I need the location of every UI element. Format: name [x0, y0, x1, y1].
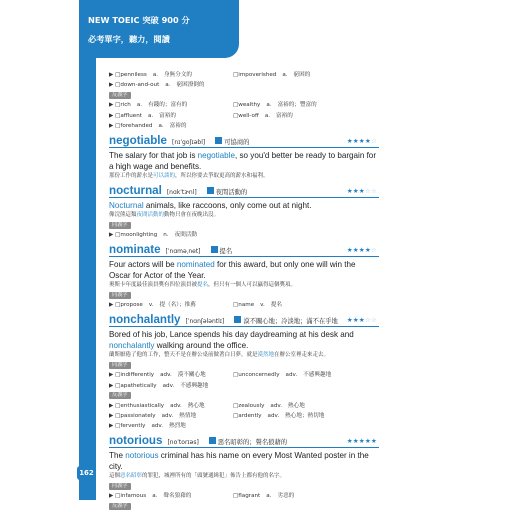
- synonym-row: [109, 401, 379, 411]
- headword: nocturnal: [109, 184, 162, 198]
- headword-meaning: 夜間活動的: [215, 189, 248, 197]
- meaning-marker: [215, 137, 222, 144]
- synonym-word: ▶ □infamous: [109, 493, 147, 500]
- example-chinese-text: 的罪犯，城裡所有的「頭號通緝犯」佈告上都有他的名字。: [142, 473, 286, 480]
- synonym-row: [109, 411, 379, 421]
- synonym-cell: [233, 370, 331, 380]
- example-chinese-text: ，所以你要去爭取更高的薪水和福利。: [175, 173, 269, 180]
- synonym-row: [109, 230, 379, 240]
- part-of-speech: adv.: [285, 372, 298, 379]
- part-of-speech: adv.: [270, 402, 283, 409]
- synonym-word: ▶ □fervently: [109, 423, 146, 430]
- star-filled-icon: ★: [364, 437, 371, 446]
- star-empty-icon: ☆: [364, 316, 371, 325]
- synonym-word: □well-off: [233, 112, 259, 119]
- part-of-speech: a.: [152, 493, 158, 500]
- example-chinese: [109, 351, 379, 360]
- synonym-word: ▶ □down-and-out: [109, 82, 160, 89]
- group-badge: 同義字: [109, 483, 131, 490]
- synonym-definition: 有錢的；富有的: [148, 102, 188, 109]
- antonym-badge: 反義字: [109, 92, 131, 99]
- part-of-speech: adv.: [162, 382, 175, 389]
- vocab-entry: [109, 243, 379, 310]
- importance-stars: [347, 137, 377, 145]
- pronunciation: [noˈtorɪəs]: [167, 439, 199, 447]
- synonym-definition: 身無分文的: [164, 72, 193, 78]
- synonym-cell: [109, 121, 233, 131]
- synonym-row: [109, 121, 379, 131]
- pronunciation: [nɪˈgoʃɪəbl]: [171, 139, 206, 147]
- synonym-cell: [109, 381, 233, 391]
- example-english-text: The: [109, 451, 126, 461]
- synonym-definition: 不感興趣地: [303, 372, 332, 379]
- example-english: [109, 329, 379, 351]
- page-number: 162: [77, 466, 96, 480]
- group-badge: 同義字: [109, 292, 131, 299]
- group-badge: 同義字: [109, 362, 131, 369]
- vocab-entry: [109, 434, 379, 511]
- pronunciation: [ˈnɑnʃələntlɪ]: [185, 318, 225, 326]
- importance-stars: [347, 246, 377, 254]
- highlighted-word: negotiable: [197, 151, 235, 161]
- example-chinese-text: 像浣熊這類: [109, 212, 137, 219]
- synonym-row: [109, 80, 379, 90]
- star-filled-icon: ★: [352, 437, 359, 446]
- meaning-marker: [211, 246, 218, 253]
- antonym-label: [109, 90, 379, 100]
- synonym-word: ▶ □penniless: [109, 72, 147, 78]
- vocab-entry: [109, 313, 379, 431]
- headword-meaning: 惡名昭彰的；聲名狼藉的: [217, 439, 288, 447]
- part-of-speech: a.: [282, 72, 288, 78]
- example-english-text: walking around the office.: [154, 341, 249, 351]
- synonym-word: ▶ □passionately: [109, 413, 156, 420]
- synonym-word: ▶ □enthusiastically: [109, 402, 165, 409]
- part-of-speech: a.: [266, 493, 272, 500]
- example-english: [109, 259, 379, 281]
- synonym-word: □wealthy: [233, 102, 261, 109]
- pronunciation: [nɑkˈtɝnl]: [166, 189, 197, 197]
- synonym-word: □ardently: [233, 413, 262, 420]
- star-filled-icon: ★: [352, 316, 359, 325]
- importance-stars: [347, 437, 377, 445]
- synonym-row: [109, 370, 379, 380]
- part-of-speech: adv.: [151, 423, 164, 430]
- example-english: [109, 200, 379, 211]
- synonym-cell: [233, 111, 293, 121]
- synonym-word: ▶ □rich: [109, 102, 131, 109]
- example-chinese: [109, 211, 379, 220]
- example-chinese: [109, 172, 379, 181]
- synonym-row: [109, 491, 379, 501]
- star-filled-icon: ★: [352, 246, 359, 255]
- importance-stars: [347, 316, 377, 324]
- part-of-speech: a.: [264, 112, 271, 119]
- synonym-row: [109, 100, 379, 110]
- synonym-definition: 富裕的: [159, 112, 176, 119]
- highlighted-word: notorious: [125, 451, 159, 461]
- synonym-cell: [109, 401, 233, 411]
- synonym-cell: [109, 300, 233, 310]
- word-group-label: [109, 391, 379, 401]
- synonym-definition: 提名: [270, 302, 283, 309]
- synonym-definition: 夜間活動: [174, 232, 197, 239]
- synonym-definition: 熱情地: [179, 413, 197, 420]
- synonym-word: □name: [233, 302, 255, 309]
- part-of-speech: a.: [136, 102, 143, 109]
- headword: nonchalantly: [109, 313, 181, 327]
- highlighted-word: 提名: [197, 282, 209, 289]
- synonym-definition: 富裕的: [169, 122, 187, 129]
- synonym-row: [109, 381, 379, 391]
- meaning-marker: [234, 316, 241, 323]
- star-filled-icon: ★: [346, 437, 353, 446]
- header-subtitle: 必考單字，聽力，閱讀: [88, 34, 170, 44]
- synonym-definition: 富裕的: [276, 112, 293, 119]
- star-filled-icon: ★: [364, 246, 371, 255]
- synonym-word: □unconcernedly: [233, 372, 280, 379]
- star-filled-icon: ★: [358, 187, 365, 196]
- star-empty-icon: ☆: [370, 316, 377, 325]
- example-english: [109, 150, 379, 172]
- example-english-text: Bored of his job, Lance spends his day daydreaming at his desk and: [109, 330, 354, 340]
- synonym-cell: [109, 421, 233, 431]
- star-filled-icon: ★: [364, 137, 371, 146]
- example-english: [109, 450, 379, 472]
- synonym-definition: 聲名狼藉的: [163, 493, 192, 500]
- part-of-speech: n.: [163, 232, 169, 239]
- highlighted-word: 夜間活動的: [136, 212, 165, 219]
- part-of-speech: adv.: [170, 402, 182, 409]
- header-title: NEW TOEIC 突破 900 分: [88, 15, 190, 25]
- entry-heading: [109, 243, 379, 257]
- star-empty-icon: ☆: [370, 187, 377, 196]
- synonym-cell: [233, 491, 294, 501]
- star-filled-icon: ★: [370, 437, 377, 446]
- example-chinese-text: 那份工作的薪水是: [109, 173, 154, 180]
- synonym-cell: [109, 491, 233, 501]
- synonym-word: ▶ □forehanded: [109, 122, 153, 129]
- synonym-cell: [233, 411, 324, 421]
- synonym-cell: [233, 300, 282, 310]
- synonym-definition: 窮困的: [293, 72, 311, 78]
- section-header: [79, 0, 239, 58]
- synonym-cell: [109, 100, 233, 110]
- example-chinese-text: 動物只會在夜晚出沒。: [164, 212, 220, 219]
- group-badge: 同義字: [109, 222, 131, 229]
- example-english-text: The salary for that job is: [109, 151, 198, 161]
- synonym-word: ▶ □propose: [109, 302, 143, 309]
- synonym-definition: 提（名）；推薦: [159, 302, 196, 309]
- star-filled-icon: ★: [352, 187, 359, 196]
- highlighted-word: 可以談的: [153, 173, 176, 180]
- highlighted-word: nominated: [176, 260, 215, 270]
- synonym-definition: 熱心地: [288, 402, 305, 409]
- star-filled-icon: ★: [346, 187, 353, 196]
- synonym-cell: [233, 100, 317, 110]
- synonym-row: [109, 70, 379, 80]
- vocab-entry: [109, 184, 379, 240]
- part-of-speech: a.: [147, 112, 154, 119]
- star-filled-icon: ★: [358, 137, 365, 146]
- synonym-row: [109, 111, 379, 121]
- example-chinese-text: 奧斯卡年度最佳演員獎有四位演員被: [109, 282, 198, 289]
- star-filled-icon: ★: [358, 246, 365, 255]
- example-chinese-text: 在辦公室裡走來走去。: [274, 352, 330, 359]
- meaning-marker: [207, 187, 214, 194]
- part-of-speech: v.: [260, 302, 265, 309]
- highlighted-word: nonchalantly: [109, 341, 155, 351]
- synonym-word: ▶ □apathetically: [109, 382, 157, 389]
- star-empty-icon: ☆: [364, 187, 371, 196]
- part-of-speech: adv.: [267, 413, 280, 420]
- word-group-label: [109, 220, 379, 230]
- vocab-entry: [109, 134, 379, 181]
- example-english-text: animals, like raccoons, only come out at night.: [143, 201, 312, 211]
- synonym-cell: [109, 230, 233, 240]
- synonym-word: ▶ □affluent: [109, 112, 142, 119]
- headword-meaning: 可協商的: [224, 139, 250, 147]
- entry-heading: [109, 434, 379, 448]
- part-of-speech: a.: [158, 122, 164, 129]
- synonym-cell: [109, 80, 233, 90]
- headword: nominate: [109, 243, 161, 257]
- example-english-text: criminal has his name on every Most Wanted poster in the city.: [109, 451, 369, 472]
- word-group-label: [109, 481, 379, 491]
- part-of-speech: a.: [152, 72, 159, 78]
- synonym-word: □impoverished: [233, 72, 277, 78]
- highlighted-word: 漠然地: [257, 352, 275, 359]
- star-filled-icon: ★: [346, 246, 353, 255]
- highlighted-word: 惡名昭彰: [120, 473, 143, 480]
- star-filled-icon: ★: [358, 316, 365, 325]
- synonym-cell: [233, 70, 310, 80]
- synonym-definition: 漠不關心地: [177, 372, 206, 379]
- entry-heading: [109, 184, 379, 198]
- synonym-cell: [109, 370, 233, 380]
- synonym-definition: 熱心地: [187, 402, 205, 409]
- example-chinese-text: ，但只有一個人可以贏得這個獎項。: [208, 282, 297, 289]
- synonym-word: ▶ □moonlighting: [109, 232, 158, 239]
- part-of-speech: a.: [266, 102, 272, 109]
- part-of-speech: a.: [165, 82, 171, 89]
- headword: negotiable: [109, 134, 167, 148]
- star-filled-icon: ★: [346, 137, 353, 146]
- star-filled-icon: ★: [352, 137, 359, 146]
- side-band: [79, 0, 96, 500]
- synonym-cell: [109, 70, 233, 80]
- star-empty-icon: ☆: [370, 137, 377, 146]
- synonym-row: [109, 421, 379, 431]
- synonym-cell: [233, 401, 305, 411]
- example-english-text: Four actors will be: [109, 260, 177, 270]
- star-filled-icon: ★: [358, 437, 365, 446]
- example-english-text: , so you'd better be ready to bargain for a high wage and benefits.: [109, 151, 377, 172]
- group-badge: 反義字: [109, 503, 131, 510]
- synonym-cell: [109, 411, 233, 421]
- part-of-speech: adv.: [161, 413, 174, 420]
- entry-heading: [109, 313, 379, 327]
- headword: notorious: [109, 434, 163, 448]
- synonym-word: □flagrant: [233, 493, 261, 500]
- synonym-definition: 熱烈地: [169, 423, 186, 430]
- synonym-definition: 熱心地；熱切地: [285, 413, 325, 420]
- example-english-text: for this award, but only one will win the Oscar for Actor of the Year.: [109, 260, 356, 281]
- example-chinese-text: 這個: [109, 473, 121, 480]
- meaning-marker: [209, 437, 216, 444]
- group-badge: 反義字: [109, 392, 131, 399]
- star-filled-icon: ★: [346, 316, 353, 325]
- word-group-label: [109, 502, 379, 512]
- star-empty-icon: ☆: [370, 246, 377, 255]
- example-chinese: [109, 472, 379, 481]
- example-chinese-text: 蘭斯厭倦了他的工作，整天不是在辦公桌前做著白日夢，就是: [109, 352, 258, 359]
- synonym-word: ▶ □indifferently: [109, 372, 155, 379]
- synonym-definition: 窮困潦倒的: [176, 82, 205, 89]
- synonym-definition: 劣惡的: [277, 493, 295, 500]
- example-chinese: [109, 281, 379, 290]
- vocab-list: [109, 70, 379, 512]
- synonym-cell: [109, 111, 233, 121]
- synonym-row: [109, 300, 379, 310]
- synonym-definition: 富裕的；豐富的: [277, 102, 317, 109]
- highlighted-word: Nocturnal: [109, 201, 144, 211]
- headword-meaning: 提名: [219, 248, 233, 256]
- importance-stars: [347, 187, 377, 195]
- word-group-label: [109, 290, 379, 300]
- word-group-label: [109, 360, 379, 370]
- content-card: [96, 58, 384, 510]
- headword-meaning: 漠不關心地；冷淡地；滿不在乎地: [243, 318, 338, 326]
- part-of-speech: v.: [148, 302, 154, 309]
- pronunciation: [ˈnɑməˌnet]: [165, 248, 201, 256]
- synonym-definition: 不感興趣地: [180, 382, 209, 389]
- synonym-word: □zealously: [233, 402, 265, 409]
- part-of-speech: adv.: [160, 372, 172, 379]
- entry-heading: [109, 134, 379, 148]
